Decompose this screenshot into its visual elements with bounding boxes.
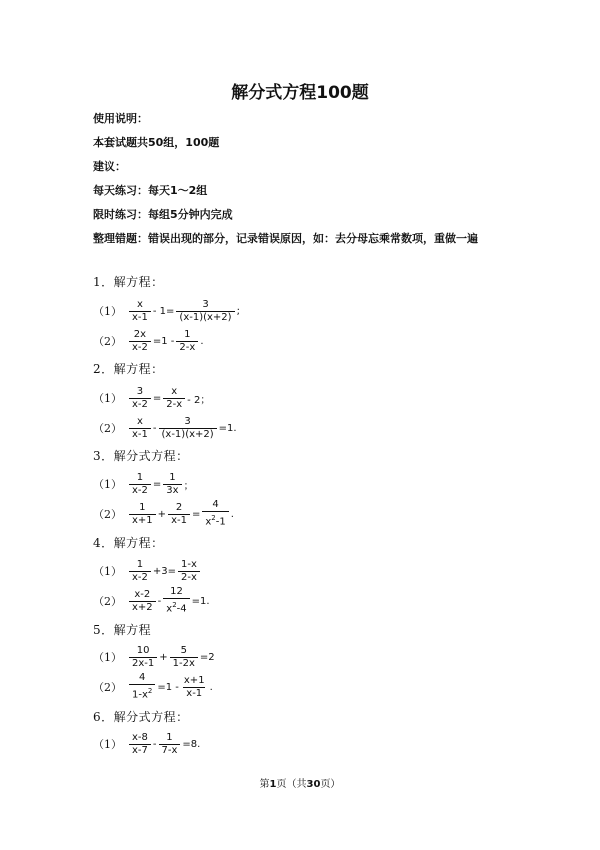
numerator: 3 [136,385,144,397]
section-heading: 3．解分式方程： [93,449,189,463]
footer-page-number: 1 [269,779,277,790]
numerator: 10 [136,644,150,656]
denominator: x-1 [129,428,151,441]
equation-item [93,672,214,702]
equation-tail: =1. [191,595,210,607]
numerator: x+1 [183,674,205,686]
numerator: 1 [169,471,176,483]
numerator: x-2 [134,588,151,600]
section-heading: 1．解方程： [93,275,164,289]
fraction [129,589,156,614]
item-index: （2） [93,681,122,694]
denominator: 2-x [163,398,185,411]
exponent: 2 [147,687,153,696]
equation-item [93,383,211,413]
fraction [176,299,234,324]
operator: = [152,478,162,490]
denominator: x-2 [129,398,151,411]
operator: +3= [152,565,177,577]
equation-item [93,586,211,616]
fraction [129,559,151,584]
operator: - [157,595,162,607]
operator: - [152,422,157,434]
denominator: x-7 [129,744,151,757]
footer-mid: 页（共 [276,779,307,790]
fraction [163,472,181,497]
fraction [129,645,157,670]
denominator: 2-x [178,571,200,584]
fraction [202,499,228,528]
equation-item [93,499,235,529]
page-footer [0,775,600,790]
numerator: 1 [139,501,146,513]
exponent: 2 [211,514,216,523]
numerator: 1 [136,471,144,483]
footer-prefix: 第 [259,779,270,790]
rest: -4 [176,603,187,615]
fraction [176,329,198,354]
fraction [129,472,151,497]
denominator: 2-x [176,341,198,354]
numerator: 4 [138,672,146,684]
operator: =1 - [157,681,179,693]
footer-total-pages: 30 [306,779,321,790]
fraction [129,672,155,701]
denominator [129,684,155,701]
base: x [205,516,212,528]
denominator: 3x [163,484,181,497]
fraction [163,586,189,615]
numerator: 1 [166,731,173,743]
intro-timed: 限时练习：每组5分钟内完成 [93,208,233,221]
base: x [166,603,173,615]
intro-total: 本套试题共50组，100题 [93,136,220,149]
operator: = [152,392,162,404]
fraction [159,732,181,757]
fraction [129,299,151,324]
denominator: x-2 [129,341,151,354]
numerator: 12 [170,586,183,598]
operator: =1 - [152,335,175,347]
equation-item [93,642,216,672]
item-index: （1） [93,478,122,491]
item-index: （2） [93,595,122,608]
fraction [168,502,190,527]
item-index: （1） [93,651,122,664]
equation-tail: . [200,335,204,347]
denominator: 7-x [159,744,181,757]
equation-item [93,413,238,443]
equation-tail: =2 [199,651,215,663]
item-index: （2） [93,335,122,348]
item-index: （1） [93,392,122,405]
intro-daily: 每天练习：每天1〜2组 [93,184,208,197]
equation-tail: =8. [182,738,201,750]
equation-tail: ； [183,480,194,492]
numerator: x [171,385,178,397]
denominator: 2x-1 [129,657,157,670]
denominator: x-1 [183,687,205,700]
denominator: x-2 [129,484,151,497]
exponent: 2 [172,601,177,610]
fraction [170,645,198,670]
equation-item [93,729,201,759]
equation-tail: - 2； [187,394,211,406]
denominator: (x-1)(x+2) [176,311,234,324]
section-heading: 4．解方程： [93,536,164,550]
fraction [129,416,151,441]
operator: - [152,738,157,750]
numerator: x-8 [132,731,148,743]
operator: - 1= [152,305,175,317]
numerator: 3 [184,415,191,427]
denominator: x-1 [129,311,151,324]
footer-suffix: 页） [320,779,341,790]
denominator [163,598,189,615]
numerator: 1-x [181,558,197,570]
item-index: （2） [93,422,122,435]
item-index: （1） [93,305,122,318]
numerator: 1 [184,328,191,340]
equation-tail: ; [236,305,240,317]
page-title: 解分式方程100题 [231,83,369,103]
numerator: x [136,298,143,310]
rest: -1 [215,516,226,528]
fraction [178,559,200,584]
intro-errors: 整理错题：错误出现的部分，记录错误原因，如：去分母忘乘常数项，重做一遍 [93,232,478,245]
numerator: x [136,415,143,427]
numerator: 3 [202,298,209,310]
numerator: 2x [133,328,147,340]
equation-tail: . [209,681,213,693]
fraction [129,386,151,411]
denominator: x-1 [168,514,190,527]
fraction [159,416,217,441]
section-heading: 2．解方程： [93,362,164,376]
equation-item [93,326,205,356]
fraction [129,329,151,354]
section-heading: 6．解分式方程： [93,710,189,724]
equation-item [93,469,195,499]
operator: = [191,508,201,520]
fraction [163,386,185,411]
denominator: x-2 [129,571,151,584]
operator: + [159,651,168,663]
equation-item [93,556,201,586]
item-index: （2） [93,508,122,521]
equation-item [93,296,241,326]
item-index: （1） [93,565,122,578]
denominator: x+1 [129,514,156,527]
denominator: (x-1)(x+2) [159,428,217,441]
denominator [202,511,228,528]
base: 1-x [132,689,148,701]
operator: + [157,508,167,520]
section-heading: 5．解方程 [93,623,152,637]
item-index: （1） [93,738,122,751]
denominator: 1-2x [170,657,198,670]
fraction [129,502,156,527]
intro-advice: 建议： [93,160,126,173]
fraction [181,675,208,700]
numerator: 1 [136,558,144,570]
numerator: 2 [175,501,183,513]
denominator: x+2 [129,601,156,614]
intro-usage: 使用说明： [93,112,148,125]
fraction [129,732,151,757]
equation-tail: =1. [218,422,237,434]
equation-tail: . [230,508,234,520]
numerator: 4 [212,499,219,511]
numerator: 5 [180,644,187,656]
